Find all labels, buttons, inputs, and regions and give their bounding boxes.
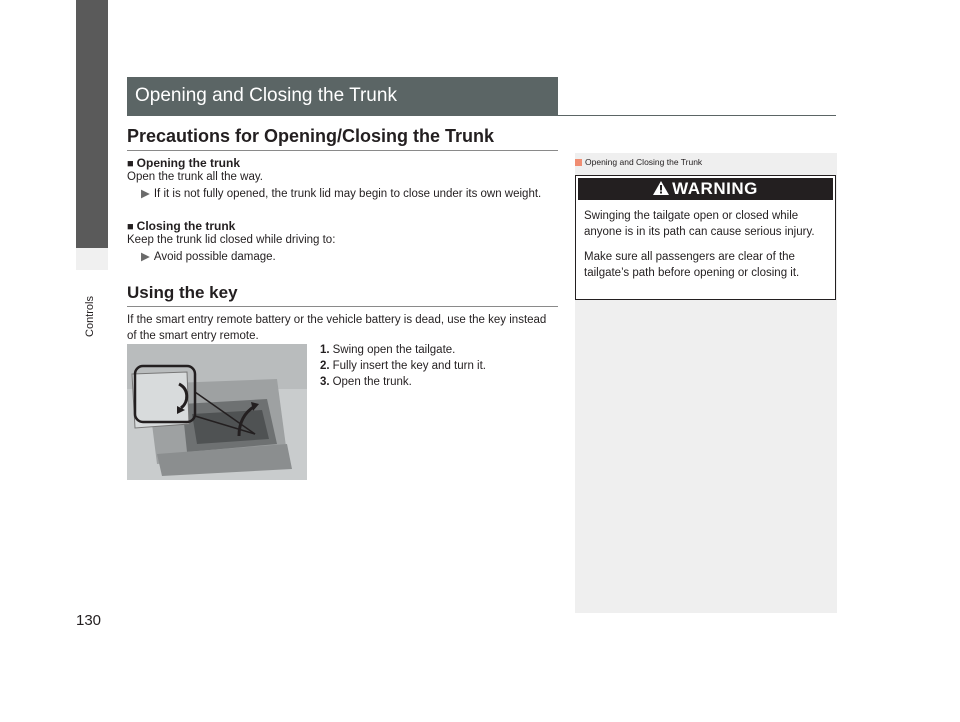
opening-text: Open the trunk all the way.: [127, 171, 263, 183]
reference-marker-icon: [575, 159, 582, 166]
square-bullet-icon: ■: [127, 221, 134, 233]
section-rule: [127, 150, 558, 151]
tailgate-photo: [127, 344, 307, 480]
arrow-icon: ▶: [141, 188, 150, 200]
page-title: Opening and Closing the Trunk: [127, 77, 558, 115]
closing-text: Keep the trunk lid closed while driving to:: [127, 234, 336, 246]
closing-heading: ■ Closing the trunk: [127, 219, 236, 233]
key-section-title: Using the key: [127, 283, 238, 302]
section-title: Precautions for Opening/Closing the Trunk: [127, 126, 495, 146]
chapter-tab: [76, 0, 108, 248]
warning-header: WARNING: [578, 178, 833, 200]
warning-triangle-icon: [653, 181, 669, 195]
header-rule: [127, 115, 836, 116]
warning-paragraph: Swinging the tailgate open or closed while anyone is in its path can cause serious injury.: [584, 210, 815, 238]
chapter-label: Controls: [84, 296, 96, 337]
key-section-rule: [127, 306, 558, 307]
key-section-paragraph: If the smart entry remote battery or the vehicle battery is dead, use the key instead of the smart entry remote.: [127, 314, 547, 342]
arrow-icon: ▶: [141, 251, 150, 263]
closing-bullet: ▶ Avoid possible damage.: [141, 251, 276, 263]
warning-box: [575, 175, 836, 300]
opening-bullet: ▶ If it is not fully opened, the trunk lid may begin to close under its own weight.: [141, 188, 542, 200]
step-item: 3. Open the trunk.: [320, 376, 412, 388]
step-list: [320, 342, 486, 390]
chapter-tab-marker: [76, 248, 108, 270]
warning-paragraph: Make sure all passengers are clear of the tailgate’s path before opening or closing it.: [584, 251, 800, 279]
step-item: 1. Swing open the tailgate.: [320, 344, 456, 356]
reference-note: Opening and Closing the Trunk: [575, 157, 702, 167]
warning-text: [576, 202, 835, 281]
opening-heading: ■ Opening the trunk: [127, 156, 240, 170]
square-bullet-icon: ■: [127, 158, 134, 170]
page-number: 130: [76, 612, 102, 629]
step-item: 2. Fully insert the key and turn it.: [320, 360, 486, 372]
